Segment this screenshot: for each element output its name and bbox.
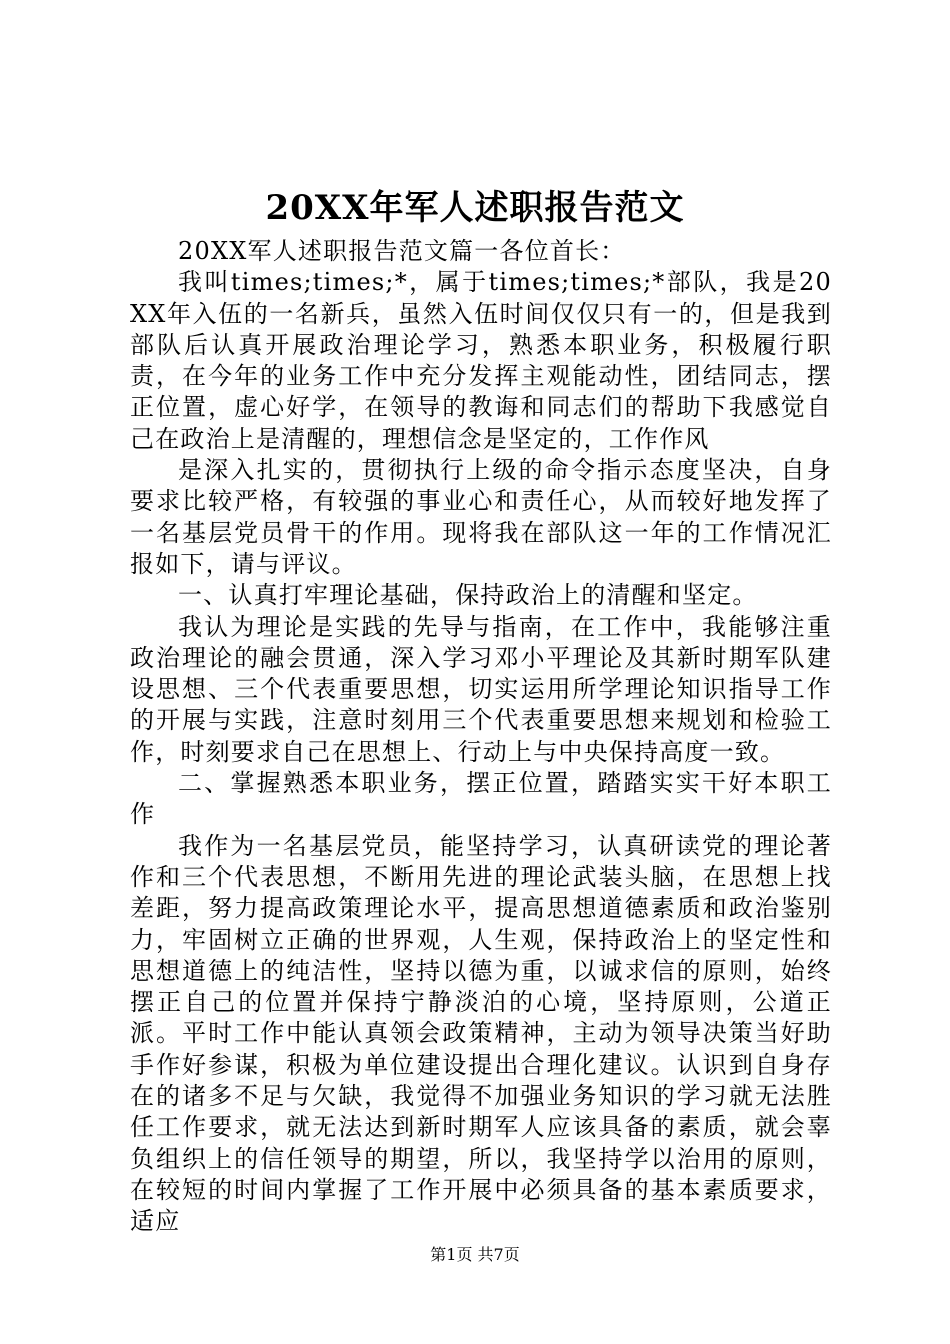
paragraph-duties: 我作为一名基层党员，能坚持学习，认真研读党的理论著作和三个代表思想，不断用先进的理论武装头脑，在思想上找差距，努力提高政策理论水平，提高思想道德素质和政治鉴别力，牢固树立正确的世界观，人生观，保持政治上的坚定性和思想道德上的纯洁性，坚持以德为重，以诚求信的原则，始终摆正自己的位置并保持宁静淡泊的心境，坚持原则，公道正派。平时工作中能认真领会政策精神，主动为领导决策当好助手作好参谋，积极为单位建设提出合理化建议。认识到自身存在的诸多不足与欠缺，我觉得不加强业务知识的学习就无法胜任工作要求，就无法达到新时期军人应该具备的素质，就会辜负组织上的信任领导的期望，所以，我坚持学以治用的原则，在较短的时间内掌握了工作开展中必须具备的基本素质要求，适应 xyxy=(130,831,832,1236)
page-number-footer: 第1页 共7页 xyxy=(430,1245,520,1264)
paragraph-greeting: 20XX军人述职报告范文篇一各位首长： xyxy=(178,237,626,265)
paragraph-intro: 我叫times;times;*，属于times;times;*部队，我是20XX年入伍的一名新兵，虽然入伍时间仅仅只有一的，但是我到部队后认真开展政治理论学习，熟悉本职业务，积极履行职责，在今年的业务工作中充分发挥主观能动性，团结同志，摆正位置，虚心好学，在领导的教诲和同志们的帮助下我感觉自己在政治上是清醒的，理想信念是坚定的，工作作风 xyxy=(130,268,832,453)
section-heading-2: 二、掌握熟悉本职业务，摆正位置，踏踏实实干好本职工作 xyxy=(130,769,832,829)
paragraph-theory: 我认为理论是实践的先导与指南，在工作中，我能够注重政治理论的融会贯通，深入学习邓小平理论及其新时期军队建设思想、三个代表重要思想，切实运用所学理论知识指导工作的开展与实践，注意时刻用三个代表重要思想来规划和检验工作，时刻要求自己在思想上、行动上与中央保持高度一致。 xyxy=(130,612,832,766)
section-heading-1: 一、认真打牢理论基础，保持政治上的清醒和坚定。 xyxy=(178,581,758,610)
document-title: 20XX年军人述职报告范文 xyxy=(265,188,685,228)
document-body xyxy=(130,236,832,1238)
paragraph-intro-continued: 是深入扎实的，贯彻执行上级的命令指示态度坚决，自身要求比较严格，有较强的事业心和责任心，从而较好地发挥了一名基层党员骨干的作用。现将我在部队这一年的工作情况汇报如下，请与评议。 xyxy=(130,456,832,578)
